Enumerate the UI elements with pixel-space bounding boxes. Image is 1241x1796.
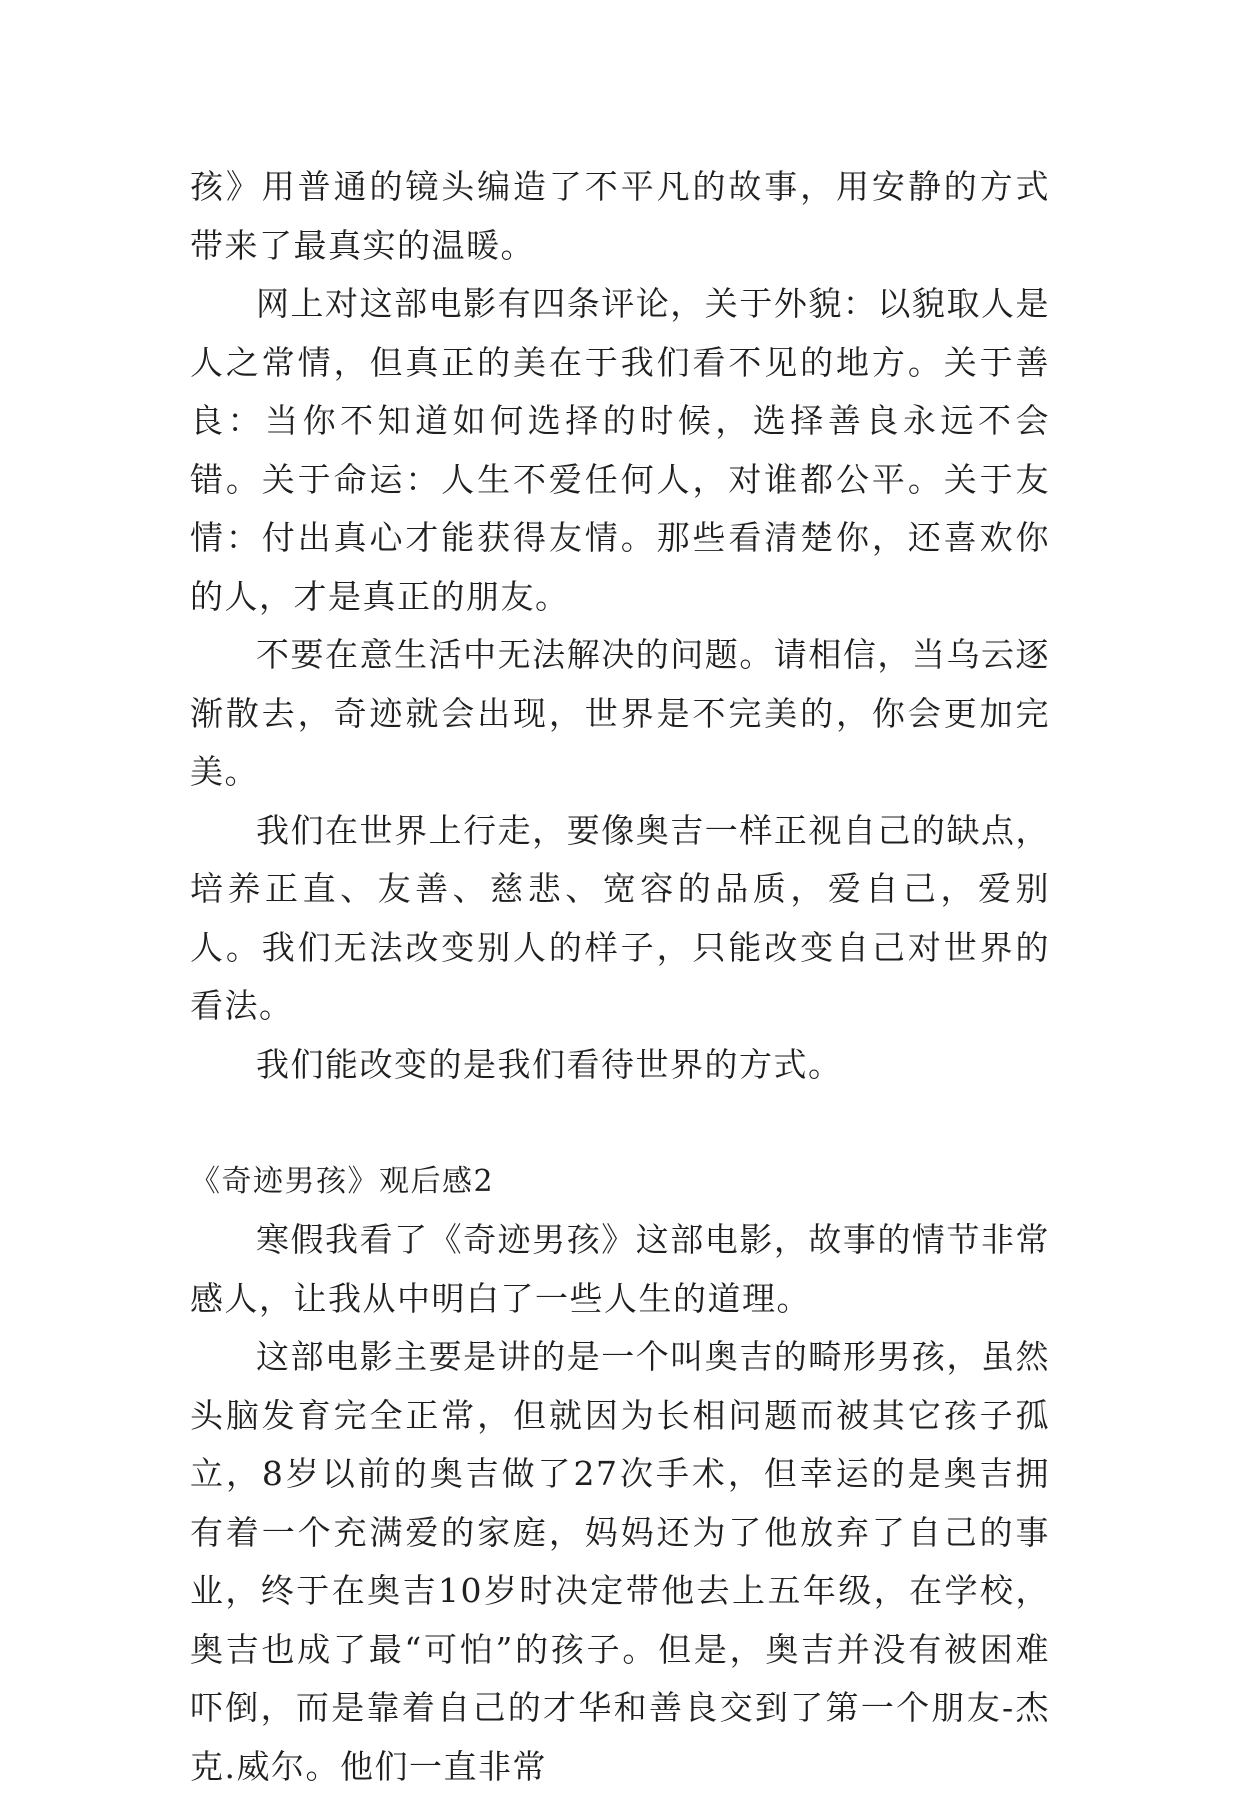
- essay-title: 《奇迹男孩》观后感2: [190, 1163, 495, 1199]
- reviews-paragraph: 网上对这部电影有四条评论，关于外貌：以貌取人是人之常情，但真正的美在于我们看不见的地方。关于善良：当你不知道如何选择的时候，选择善良永远不会错。关于命运：人生不爱任何人，对谁都公平。关于友情：付出真心才能获得友情。那些看清楚你，还喜欢你的人，才是真正的朋友。: [190, 284, 1050, 616]
- plot-paragraph: 这部电影主要是讲的是一个叫奥吉的畸形男孩，虽然头脑发育完全正常，但就因为长相问题而被其它孩子孤立，8岁以前的奥吉做了27次手术，但幸运的是奥吉拥有着一个充满爱的家庭，妈妈还为了他放弃了自己的事业，终于在奥吉10岁时决定带他去上五年级，在学校，奥吉也成了最“可怕”的孩子。但是，奥吉并没有被困难吓倒，而是靠着自己的才华和善良交到了第一个朋友-杰克.威尔。他们一直非常: [190, 1337, 1050, 1786]
- intro-paragraph: 寒假我看了《奇迹男孩》这部电影，故事的情节非常感人，让我从中明白了一些人生的道理。: [190, 1220, 1050, 1318]
- hope-paragraph: 不要在意生活中无法解决的问题。请相信，当乌云逐渐散去，奇迹就会出现，世界是不完美的，你会更加完美。: [190, 635, 1050, 791]
- document-body: [190, 158, 1050, 1796]
- virtues-paragraph: 我们在世界上行走，要像奥吉一样正视自己的缺点，培养正直、友善、慈悲、宽容的品质，爱自己，爱别人。我们无法改变别人的样子，只能改变自己对世界的看法。: [190, 810, 1050, 1025]
- closing-paragraph: 我们能改变的是我们看待世界的方式。: [256, 1044, 843, 1084]
- continued-paragraph: 孩》用普通的镜头编造了不平凡的故事，用安静的方式带来了最真实的温暖。: [190, 167, 1050, 265]
- section-spacer: [190, 1094, 1050, 1153]
